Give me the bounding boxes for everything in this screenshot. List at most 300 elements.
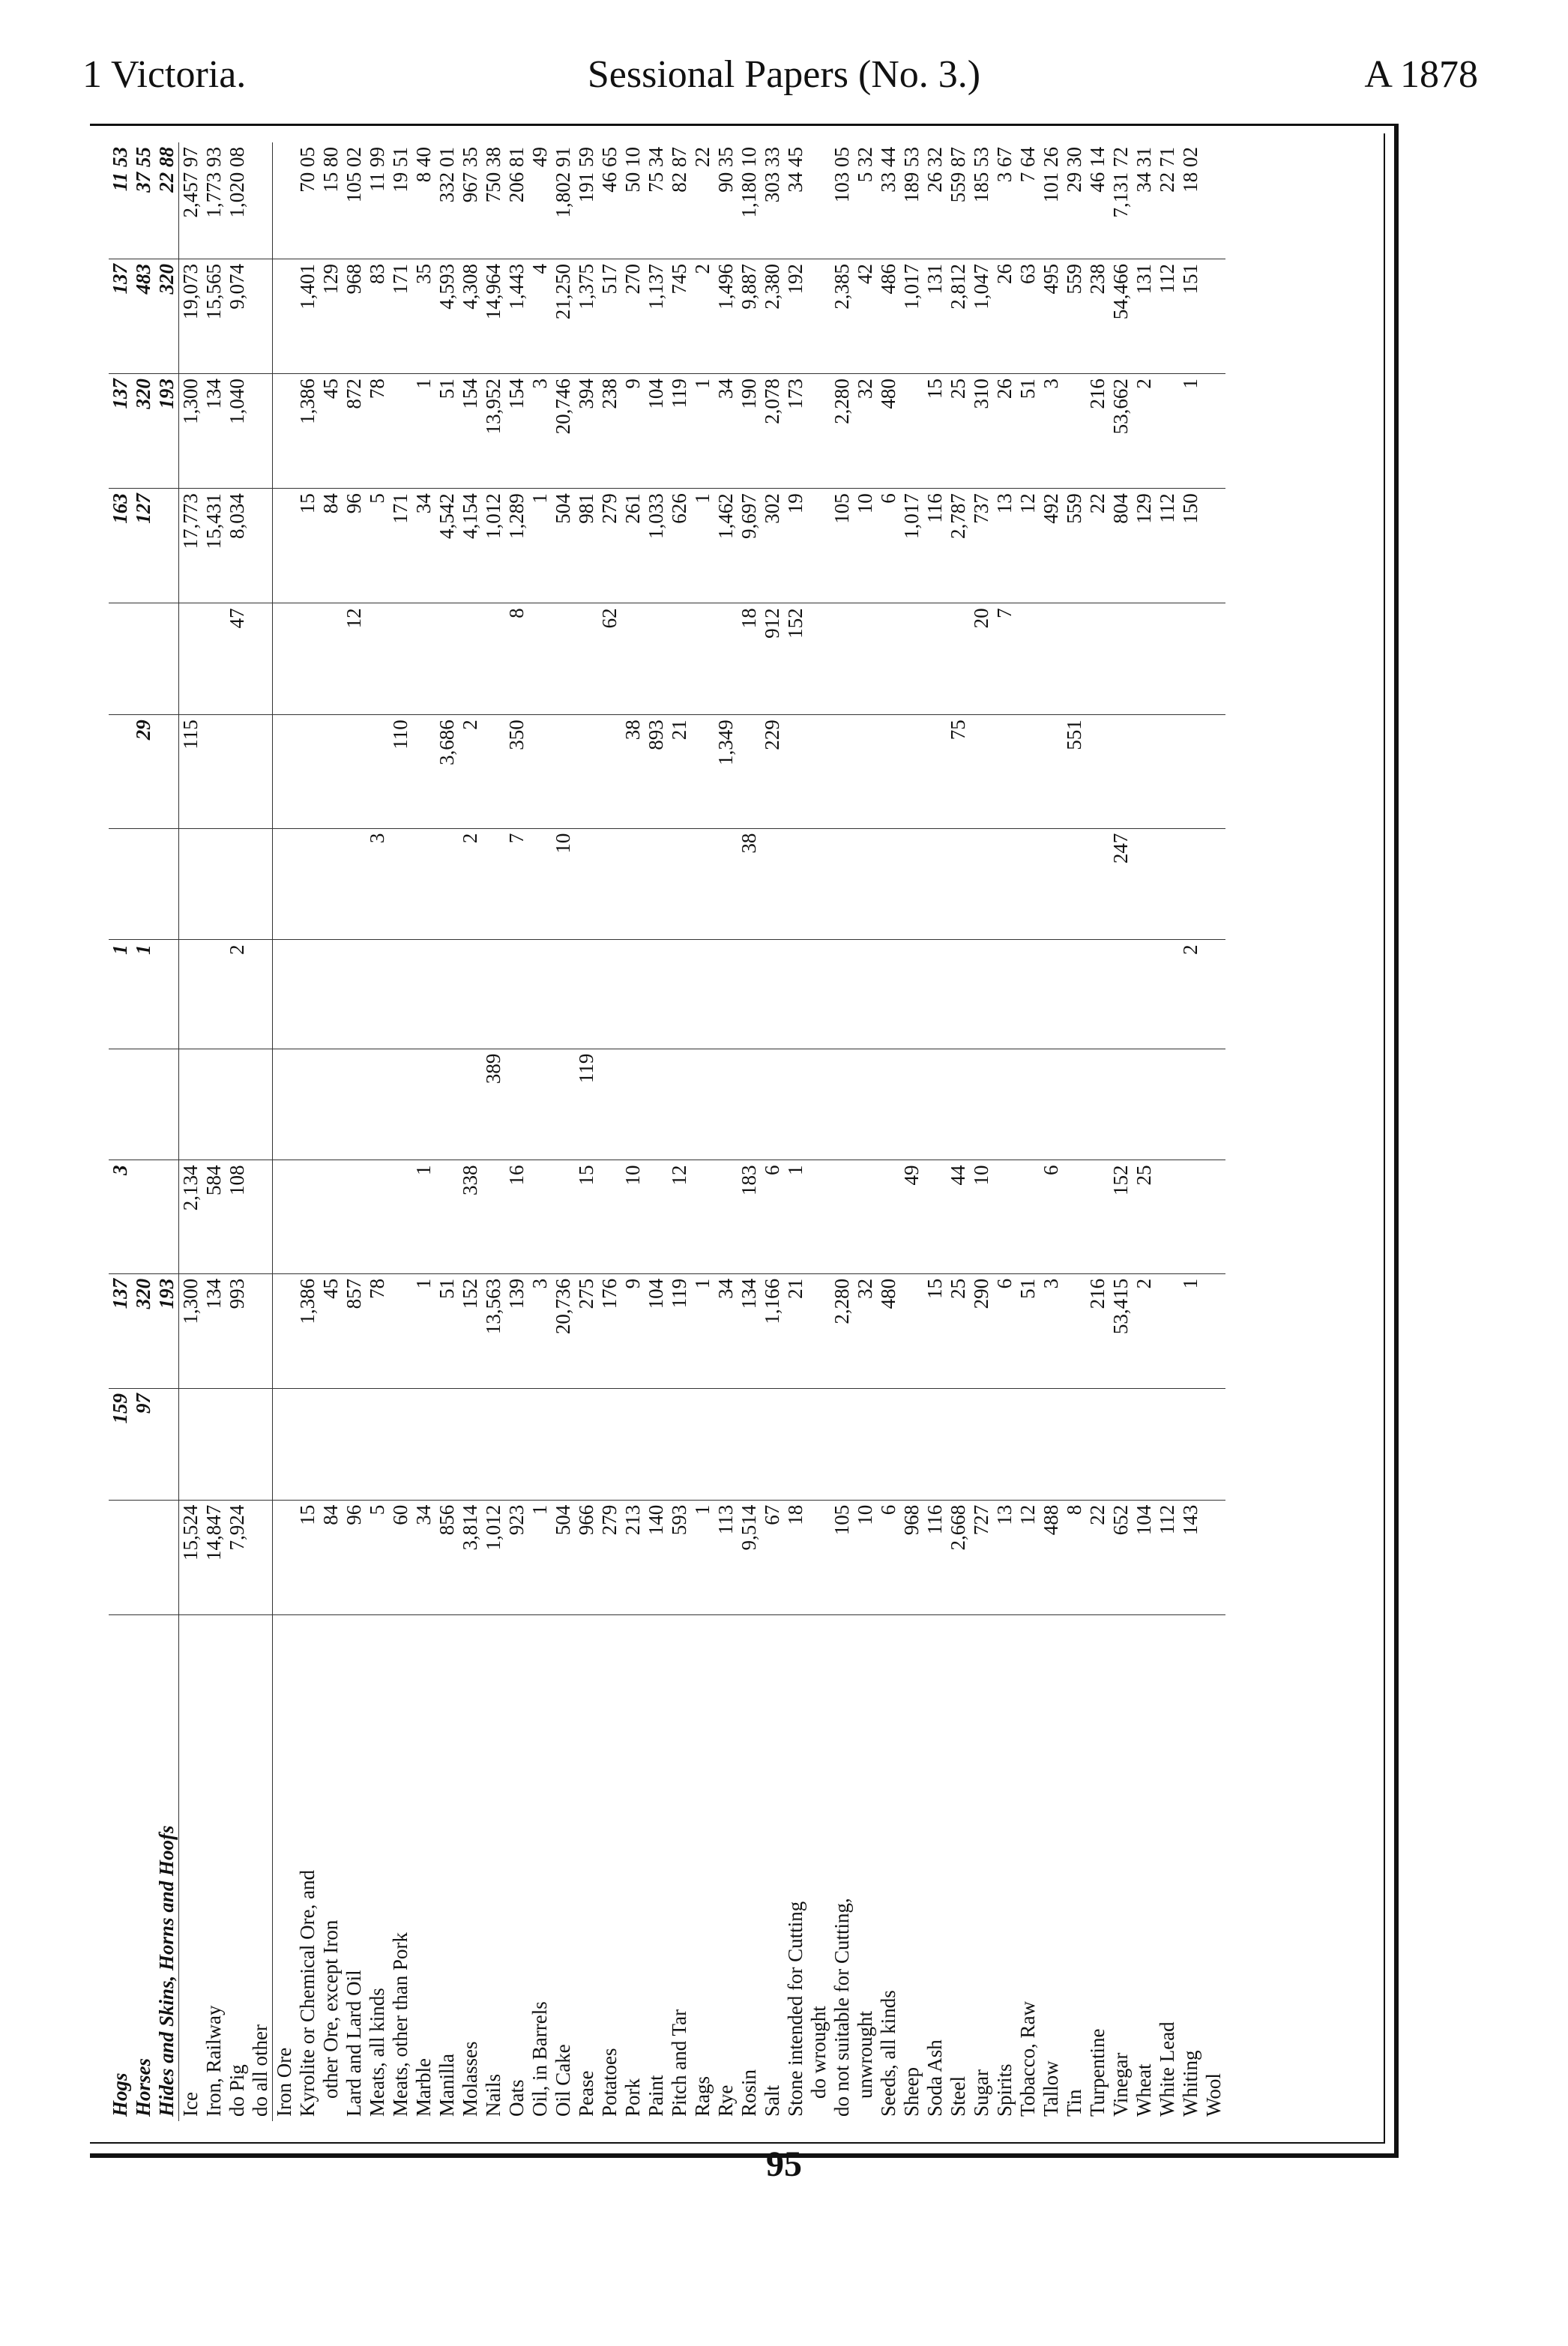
table-cell: 2,280	[830, 374, 854, 489]
row-label: Potatoes	[598, 2048, 621, 2117]
table-cell: 857	[343, 1273, 366, 1388]
table-cell	[993, 1049, 1016, 1160]
table-cell	[528, 940, 552, 1049]
table-cell	[1063, 1273, 1086, 1388]
table-body	[109, 142, 1225, 2121]
table-cell	[947, 603, 970, 715]
table-cell: 320	[155, 259, 179, 373]
table-cell	[668, 603, 691, 715]
table-cell: 206 81	[505, 142, 528, 259]
table-cell: 53,662	[1109, 374, 1133, 489]
table-cell: 12	[343, 603, 366, 715]
table-cell: 137	[109, 1273, 132, 1388]
table-cell: 332 01	[435, 142, 459, 259]
table-cell	[1179, 1049, 1202, 1160]
table-cell	[854, 1389, 877, 1501]
table-cell	[389, 1389, 412, 1501]
table-cell	[319, 1389, 343, 1501]
table-cell	[343, 1389, 366, 1501]
table-cell: 35	[412, 259, 435, 373]
table-cell: 1	[412, 1160, 435, 1273]
table-cell: 62	[598, 603, 621, 715]
table-cell	[202, 940, 226, 1049]
table-cell	[505, 940, 528, 1049]
table-cell: 9	[621, 374, 645, 489]
table-cell: 42	[854, 259, 877, 373]
table-cell	[343, 940, 366, 1049]
table-row	[109, 142, 132, 2121]
table-cell: 46 14	[1086, 142, 1109, 259]
table-cell	[249, 489, 273, 603]
table-row	[993, 142, 1016, 2121]
table-cell: 97	[132, 1389, 155, 1501]
table-cell	[900, 715, 923, 828]
table-cell	[807, 828, 830, 940]
table-cell: 1,300	[179, 1273, 203, 1388]
table-cell	[552, 940, 575, 1049]
table-cell	[296, 1049, 319, 1160]
table-cell: 302	[761, 489, 784, 603]
table-cell: 103 05	[830, 142, 854, 259]
table-cell: 270	[621, 259, 645, 373]
table-cell: 968	[343, 259, 366, 373]
table-cell: 1	[691, 1500, 714, 1614]
table-cell	[528, 1389, 552, 1501]
table-cell: 150	[1179, 489, 1202, 603]
table-row	[668, 142, 691, 2121]
table-cell: 10	[970, 1160, 993, 1273]
table-cell: 238	[1086, 259, 1109, 373]
table-cell: 9	[621, 1273, 645, 1388]
table-cell: 9,697	[738, 489, 761, 603]
table-cell: 134	[202, 1273, 226, 1388]
table-cell: 60	[389, 1500, 412, 1614]
table-cell	[343, 1049, 366, 1160]
row-label: Pease	[575, 2070, 597, 2117]
table-cell: 1,462	[714, 489, 738, 603]
table-cell: 110	[389, 715, 412, 828]
row-label: do all other	[249, 2024, 271, 2117]
table-cell	[1133, 1049, 1156, 1160]
table-cell	[621, 1049, 645, 1160]
table-cell	[807, 1160, 830, 1273]
table-cell: 3	[528, 1273, 552, 1388]
table-cell	[482, 603, 505, 715]
table-cell: 1,401	[296, 259, 319, 373]
table-cell: 1	[1179, 1273, 1202, 1388]
table-cell	[155, 489, 179, 603]
table-cell: 82 87	[668, 142, 691, 259]
table-cell: 2,380	[761, 259, 784, 373]
table-cell	[1016, 940, 1040, 1049]
table-cell: 261	[621, 489, 645, 603]
row-label: Lard and Lard Oil	[343, 1970, 365, 2117]
table-cell: 44	[947, 1160, 970, 1273]
table-row	[645, 142, 668, 2121]
table-row	[155, 142, 179, 2121]
table-cell: 967 35	[459, 142, 482, 259]
table-cell: 54,466	[1109, 259, 1133, 373]
table-cell: 38	[621, 715, 645, 828]
table-cell: 4,154	[459, 489, 482, 603]
table-cell	[668, 1389, 691, 1501]
table-cell: 51	[435, 374, 459, 489]
table-cell: 213	[621, 1500, 645, 1614]
table-cell: 11 53	[109, 142, 132, 259]
table-cell: 394	[575, 374, 598, 489]
table-cell	[900, 828, 923, 940]
table-cell: 15,431	[202, 489, 226, 603]
table-cell	[179, 603, 203, 715]
table-cell: 1,386	[296, 1273, 319, 1388]
table-cell: 112	[1156, 259, 1179, 373]
table-cell	[109, 603, 132, 715]
table-cell	[993, 940, 1016, 1049]
table-cell: 51	[1016, 374, 1040, 489]
table-cell	[249, 1273, 273, 1388]
table-cell	[482, 1160, 505, 1273]
table-cell	[738, 1049, 761, 1160]
table-cell: 105	[830, 1500, 854, 1614]
table-cell	[155, 715, 179, 828]
table-cell	[621, 940, 645, 1049]
table-cell	[970, 715, 993, 828]
table-cell	[854, 1049, 877, 1160]
table-cell	[459, 1049, 482, 1160]
table-cell: 279	[598, 1500, 621, 1614]
row-label: Pitch and Tar	[668, 2009, 690, 2117]
table-cell	[691, 603, 714, 715]
table-cell: 7	[993, 603, 1016, 715]
table-cell	[1156, 715, 1179, 828]
table-cell: 3	[366, 828, 389, 940]
table-row	[854, 142, 877, 2121]
rotated-table-container	[109, 142, 1375, 2121]
row-label: Horses	[132, 2057, 154, 2117]
table-cell: 19 51	[389, 142, 412, 259]
table-cell: 5	[366, 489, 389, 603]
table-cell	[1156, 603, 1179, 715]
row-label: Steel	[947, 2076, 969, 2117]
table-cell	[575, 603, 598, 715]
table-cell: 559 87	[947, 142, 970, 259]
table-cell: 8,034	[226, 489, 249, 603]
table-cell	[714, 603, 738, 715]
table-cell: 15	[923, 1273, 947, 1388]
row-label: Kyrolite or Chemical Ore, and	[296, 1869, 319, 2117]
table-cell	[366, 603, 389, 715]
row-label: Marble	[412, 2058, 435, 2117]
table-cell	[575, 940, 598, 1049]
table-cell	[109, 1500, 132, 1614]
table-cell	[389, 1160, 412, 1273]
table-cell	[296, 603, 319, 715]
row-label: Vinegar	[1109, 2052, 1132, 2117]
table-cell	[412, 715, 435, 828]
table-cell	[132, 828, 155, 940]
table-cell: 18 02	[1179, 142, 1202, 259]
table-cell: 216	[1086, 374, 1109, 489]
table-row	[970, 142, 993, 2121]
table-cell	[691, 828, 714, 940]
table-cell: 7	[505, 828, 528, 940]
table-cell	[155, 1160, 179, 1273]
table-cell: 10	[854, 489, 877, 603]
row-label: Pork	[621, 2078, 644, 2117]
table-cell: 1,012	[482, 489, 505, 603]
table-cell	[900, 1273, 923, 1388]
table-cell	[552, 603, 575, 715]
row-label: other Ore, except Iron	[319, 1920, 342, 2099]
table-cell: 13	[993, 489, 1016, 603]
table-cell	[273, 715, 297, 828]
table-cell: 1,033	[645, 489, 668, 603]
table-cell: 78	[366, 374, 389, 489]
table-cell: 171	[389, 259, 412, 373]
table-cell	[482, 828, 505, 940]
row-label: Turpentine	[1086, 2028, 1109, 2117]
table-cell: 104	[645, 374, 668, 489]
table-cell: 804	[1109, 489, 1133, 603]
table-cell: 279	[598, 489, 621, 603]
table-cell: 3	[1040, 374, 1063, 489]
table-cell: 923	[505, 1500, 528, 1614]
table-cell	[273, 142, 297, 259]
table-cell: 10	[854, 1500, 877, 1614]
table-cell	[1040, 828, 1063, 940]
table-cell: 11 99	[366, 142, 389, 259]
table-cell: 129	[1133, 489, 1156, 603]
table-cell: 10	[552, 828, 575, 940]
table-cell: 504	[552, 489, 575, 603]
table-cell: 1,017	[900, 489, 923, 603]
table-cell	[249, 1500, 273, 1614]
table-cell	[1063, 603, 1086, 715]
table-cell: 488	[1040, 1500, 1063, 1614]
table-cell	[155, 1500, 179, 1614]
table-cell	[179, 1389, 203, 1501]
table-cell	[179, 1049, 203, 1160]
header-center: Sessional Papers (No. 3.)	[587, 53, 981, 96]
table-cell: 1,137	[645, 259, 668, 373]
table-cell	[435, 828, 459, 940]
table-cell: 192	[784, 259, 807, 373]
table-cell	[319, 603, 343, 715]
table-cell	[109, 1049, 132, 1160]
table-cell	[296, 715, 319, 828]
table-cell	[761, 828, 784, 940]
table-cell: 63	[1016, 259, 1040, 373]
table-cell	[923, 1389, 947, 1501]
table-cell	[1109, 715, 1133, 828]
table-cell	[1040, 715, 1063, 828]
table-cell	[1063, 940, 1086, 1049]
row-label: Rye	[714, 2084, 737, 2117]
table-cell	[366, 1389, 389, 1501]
table-cell: 7,924	[226, 1500, 249, 1614]
table-row	[1063, 142, 1086, 2121]
table-cell	[993, 1160, 1016, 1273]
row-label: Sugar	[970, 2069, 992, 2117]
table-cell	[552, 1049, 575, 1160]
row-label: Wool	[1202, 2073, 1225, 2117]
row-label: Oil, in Barrels	[528, 2001, 551, 2117]
table-cell: 134	[202, 374, 226, 489]
table-cell	[1109, 1049, 1133, 1160]
table-cell	[389, 374, 412, 489]
table-cell: 34	[714, 374, 738, 489]
table-cell	[598, 828, 621, 940]
table-cell	[714, 1049, 738, 1160]
table-cell: 1,496	[714, 259, 738, 373]
table-cell: 139	[505, 1273, 528, 1388]
table-cell	[784, 940, 807, 1049]
table-cell: 45	[319, 374, 343, 489]
table-cell: 1	[132, 940, 155, 1049]
table-cell	[621, 1389, 645, 1501]
table-cell	[1156, 1389, 1179, 1501]
row-label: Soda Ash	[923, 2039, 946, 2117]
table-cell	[1156, 1160, 1179, 1273]
table-cell: 12	[668, 1160, 691, 1273]
table-cell	[412, 1049, 435, 1160]
table-cell: 8	[505, 603, 528, 715]
table-cell: 75	[947, 715, 970, 828]
table-cell	[389, 828, 412, 940]
table-cell: 1,289	[505, 489, 528, 603]
table-cell: 3,814	[459, 1500, 482, 1614]
table-cell: 3	[1040, 1273, 1063, 1388]
table-cell: 1,180 10	[738, 142, 761, 259]
table-cell: 750 38	[482, 142, 505, 259]
table-cell: 34	[714, 1273, 738, 1388]
table-row	[923, 142, 947, 2121]
table-cell	[273, 940, 297, 1049]
table-cell	[645, 603, 668, 715]
table-cell	[900, 940, 923, 1049]
table-cell	[1133, 940, 1156, 1049]
table-cell: 559	[1063, 259, 1086, 373]
table-row	[343, 142, 366, 2121]
table-cell	[132, 1049, 155, 1160]
table-cell	[1156, 1049, 1179, 1160]
table-cell: 1,443	[505, 259, 528, 373]
table-row	[1040, 142, 1063, 2121]
table-row	[900, 142, 923, 2121]
table-cell	[366, 1160, 389, 1273]
table-cell	[830, 1049, 854, 1160]
table-cell: 7,131 72	[1109, 142, 1133, 259]
table-cell	[319, 1049, 343, 1160]
table-cell: 338	[459, 1160, 482, 1273]
table-cell: 15	[923, 374, 947, 489]
table-row	[459, 142, 482, 2121]
row-label: do wrought	[807, 2006, 830, 2099]
table-cell	[1016, 1160, 1040, 1273]
table-cell	[575, 828, 598, 940]
row-label: Paint	[645, 2075, 667, 2117]
table-cell: 113	[714, 1500, 738, 1614]
table-cell: 229	[761, 715, 784, 828]
table-cell: 2	[1179, 940, 1202, 1049]
row-label: Oats	[505, 2079, 528, 2117]
table-cell: 1	[784, 1160, 807, 1273]
table-row	[761, 142, 784, 2121]
table-cell	[273, 489, 297, 603]
table-cell: 9,514	[738, 1500, 761, 1614]
table-cell	[366, 940, 389, 1049]
table-cell: 108	[226, 1160, 249, 1273]
table-cell: 389	[482, 1049, 505, 1160]
header-right: A 1878	[1364, 53, 1478, 96]
table-cell: 116	[923, 1500, 947, 1614]
table-cell	[412, 940, 435, 1049]
table-cell	[923, 715, 947, 828]
table-cell	[1040, 1389, 1063, 1501]
table-cell	[1156, 940, 1179, 1049]
row-label: Sheep	[900, 2067, 923, 2117]
table-cell	[296, 828, 319, 940]
table-cell	[877, 1049, 900, 1160]
table-cell: 2	[459, 828, 482, 940]
table-cell	[202, 828, 226, 940]
table-cell	[784, 1049, 807, 1160]
table-cell: 22 71	[1156, 142, 1179, 259]
table-cell: 1,349	[714, 715, 738, 828]
table-cell	[343, 1160, 366, 1273]
table-cell	[155, 828, 179, 940]
table-cell: 90 35	[714, 142, 738, 259]
table-cell	[389, 603, 412, 715]
table-cell	[366, 715, 389, 828]
table-cell	[807, 1273, 830, 1388]
table-cell: 26 32	[923, 142, 947, 259]
table-cell: 29 30	[1063, 142, 1086, 259]
table-cell	[1179, 603, 1202, 715]
table-cell: 18	[784, 1500, 807, 1614]
table-cell: 737	[970, 489, 993, 603]
table-row	[877, 142, 900, 2121]
table-cell: 1	[528, 489, 552, 603]
table-cell: 112	[1156, 489, 1179, 603]
row-label: Rags	[691, 2076, 714, 2117]
table-cell	[482, 715, 505, 828]
row-label: Tobacco, Raw	[1016, 2000, 1039, 2117]
table-cell: 20,746	[552, 374, 575, 489]
table-cell	[273, 1389, 297, 1501]
table-cell: 22 88	[155, 142, 179, 259]
table-cell: 104	[645, 1273, 668, 1388]
table-cell	[1063, 1160, 1086, 1273]
table-cell	[132, 1500, 155, 1614]
table-row	[528, 142, 552, 2121]
table-cell	[807, 374, 830, 489]
table-cell	[552, 1160, 575, 1273]
table-cell: 17,773	[179, 489, 203, 603]
table-cell	[807, 1389, 830, 1501]
table-cell	[668, 940, 691, 1049]
row-label: Tallow	[1040, 2060, 1062, 2117]
table-cell: 6	[993, 1273, 1016, 1388]
table-cell: 163	[109, 489, 132, 603]
table-cell	[645, 1049, 668, 1160]
table-cell	[366, 1049, 389, 1160]
table-cell: 1	[412, 374, 435, 489]
table-row	[1016, 142, 1040, 2121]
table-cell	[528, 1160, 552, 1273]
table-cell: 2,812	[947, 259, 970, 373]
table-cell	[1109, 940, 1133, 1049]
